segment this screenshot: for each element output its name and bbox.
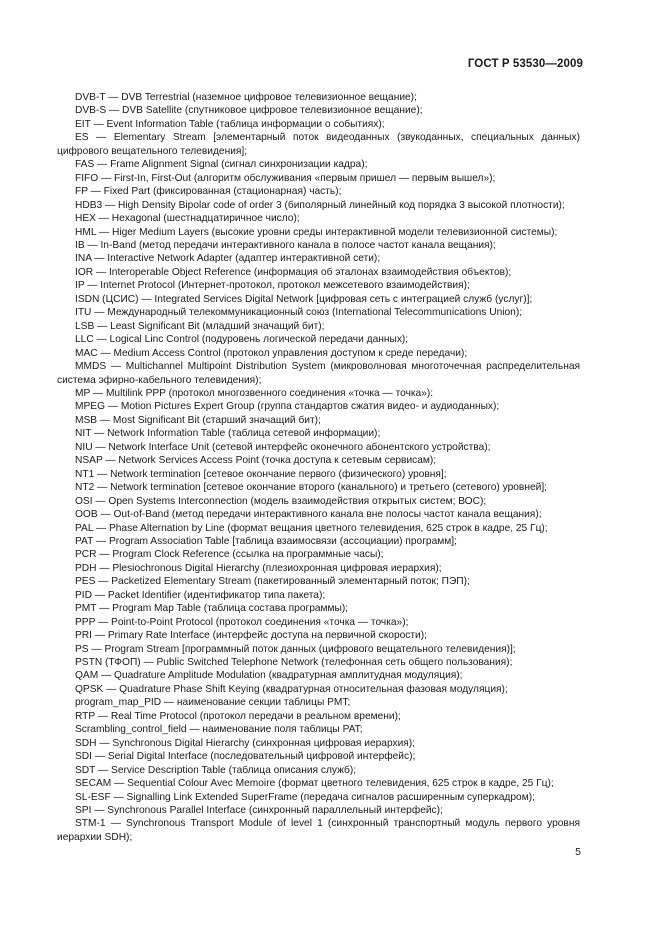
abbreviation-entry: DVB-S — DVB Satellite (спутниковое цифровое телевизионное вещание); xyxy=(75,105,423,117)
abbreviation-entry: SL-ESF — Signalling Link Extended SuperFrame (передача сигналов расширенным суперкадром); xyxy=(75,791,535,803)
abbreviation-entry: program_map_PID — наименование секции таблицы PMT; xyxy=(75,697,351,709)
abbreviation-entry: HDB3 — High Density Bipolar code of order 3 (биполярный линейный код порядка 3 высокой плотности); xyxy=(75,199,565,211)
abbreviations-list xyxy=(57,91,580,844)
abbreviation-entry: PRI — Primary Rate Interface (интерфейс доступа на первичной скорости); xyxy=(75,630,427,642)
abbreviation-entry: OSI — Open Systems Interconnection (модель взаимодействия открытых систем; ВОС); xyxy=(75,495,487,507)
abbreviation-entry: MAC — Medium Access Control (протокол управления доступом к среде передачи); xyxy=(75,347,468,359)
abbreviation-entry: HEX — Hexagonal (шестнадцатиричное число); xyxy=(75,213,300,225)
abbreviation-entry: SDT — Service Description Table (таблица описания служб); xyxy=(75,764,357,776)
abbreviation-entry: MSB — Most Significant Bit (старший значащий бит); xyxy=(75,414,321,426)
abbreviation-entry: PPP — Point-to-Point Protocol (протокол соединения «точка — точка»); xyxy=(75,616,409,628)
abbreviation-entry: NT2 — Network termination [сетевое окончание второго (канального) и третьего (сетевого) уровней]; xyxy=(75,482,547,494)
abbreviation-entry: MPEG — Motion Pictures Expert Group (группа стандартов сжатия видео- и аудиоданных); xyxy=(75,401,500,413)
document-code: ГОСТ Р 53530—2009 xyxy=(467,58,583,70)
abbreviation-entry: SDH — Synchronous Digital Hierarchy (синхронная цифровая иерархия); xyxy=(75,737,416,749)
abbreviation-entry: FIFO — First-In, First-Out (алгоритм обслуживания «первым пришел — первым вышел»); xyxy=(75,172,496,184)
abbreviation-entry: SDI — Serial Digital Interface (последовательный цифровой интерфейс); xyxy=(75,751,416,763)
abbreviation-entry: PS — Program Stream [программный поток данных (цифрового вещательного телевидения)]; xyxy=(75,643,516,655)
abbreviation-entry: FP — Fixed Part (фиксированная (стационарная) часть); xyxy=(75,186,342,198)
abbreviation-entry: IP — Internet Protocol (Интернет-протокол, протокол межсетевого взаимодействия); xyxy=(75,280,470,292)
abbreviation-entry: DVB-T — DVB Terrestrial (наземное цифровое телевизионное вещание); xyxy=(75,92,417,103)
abbreviation-entry: QPSK — Quadrature Phase Shift Keying (квадратурная относительная фазовая модуляция); xyxy=(75,683,508,695)
abbreviation-entry: IB — In-Band (метод передачи интерактивного канала в полосе частот канала вещания); xyxy=(75,239,496,251)
abbreviation-entry: FAS — Frame Alignment Signal (сигнал синхронизации кадра); xyxy=(75,159,368,171)
abbreviation-entry: NIT — Network Information Table (таблица сетевой информации); xyxy=(75,428,381,440)
abbreviation-entry: SECAM — Sequential Colour Avec Memoire (формат цветного телевидения, 625 строк в кадре, 25 Гц); xyxy=(75,778,554,790)
abbreviation-entry: PAT — Program Association Table [таблица взаимосвязи (ассоциации) программ]; xyxy=(75,535,457,547)
abbreviation-entry: NSAP — Network Services Access Point (точка доступа к сетевым сервисам); xyxy=(75,455,437,467)
abbreviation-entry: STM-1 — Synchronous Transport Module of level 1 (синхронный транспортный модуль первого уровня иерархии SDH); xyxy=(57,818,580,843)
abbreviation-entry: HML — Higer Medium Layers (высокие уровни среды интерактивной модели телевизионной системы); xyxy=(75,226,558,238)
abbreviation-entry: PMT — Program Map Table (таблица состава программы); xyxy=(75,603,349,615)
abbreviation-entry: NT1 — Network termination [сетевое окончание первого (физического) уровня]; xyxy=(75,468,447,480)
abbreviation-entry: LLC — Logical Linc Control (подуровень логической передачи данных); xyxy=(75,334,409,346)
abbreviation-entry: SPI — Synchronous Parallel Interface (синхронный параллельный интерфейс); xyxy=(75,805,443,817)
abbreviation-entry: INA — Interactive Network Adapter (адаптер интерактивной сети); xyxy=(75,253,381,265)
abbreviation-entry: RTP — Real Time Protocol (протокол передачи в реальном времени); xyxy=(75,710,401,722)
abbreviation-entry: MP — Multilink PPP (протокол многозвенного соединения «точка — точка»): xyxy=(75,387,434,399)
abbreviation-entry: NIU — Network Interface Unit (сетевой интерфейс оконечного абонентского устройства); xyxy=(75,441,491,453)
abbreviation-entry: PDH — Plesiochronous Digital Hierarchy (плезиохронная цифровая иерархия); xyxy=(75,562,442,574)
abbreviation-entry: PID — Packet Identifier (идентификатор типа пакета); xyxy=(75,589,326,601)
abbreviation-entry: ISDN (ЦСИС) — Integrated Services Digital Network [цифровая сеть с интеграцией служб (услуг)]; xyxy=(75,293,533,305)
page-number: 5 xyxy=(575,846,581,858)
abbreviation-entry: PES — Packetized Elementary Stream (пакетированный элементарный поток; ПЭП); xyxy=(75,576,470,588)
abbreviation-entry: ES — Elementary Stream [элементарный поток видеоданных (звукоданных, специальных данных) цифрового вещательного телевидения]; xyxy=(57,132,580,157)
abbreviation-entry: LSB — Least Significant Bit (младший значащий бит); xyxy=(75,320,325,332)
abbreviation-entry: PCR — Program Clock Reference (ссылка на программные часы); xyxy=(75,549,384,561)
abbreviation-entry: IOR — Interoperable Object Reference (информация об эталонах взаимодействия объектов); xyxy=(75,266,512,278)
abbreviation-entry: MMDS — Multichannel Multipoint Distribution System (микроволновая многоточечная распределительная система эфирно-кабельного телевидения); xyxy=(57,361,580,386)
abbreviation-entry: Scrambling_control_field — наименование поля таблицы PAT; xyxy=(75,724,363,736)
abbreviation-entry: QAM — Quadrature Amplitude Modulation (квадратурная амплитудная модуляция); xyxy=(75,670,463,682)
abbreviation-entry: EIT — Event Information Table (таблица информации о событиях); xyxy=(75,118,385,130)
abbreviation-entry: PAL — Phase Alternation by Line (формат вещания цветного телевидения, 625 строк в кадре, 25 Гц); xyxy=(75,522,548,534)
abbreviation-entry: ITU — Международный телекоммуникационный союз (International Telecommunications Union); xyxy=(75,307,523,319)
abbreviation-entry: PSTN (ТФОП) — Public Switched Telephone Network (телефонная сеть общего пользования); xyxy=(75,657,513,669)
abbreviation-entry: OOB — Out-of-Band (метод передачи интерактивного канала вне полосы частот канала вещания); xyxy=(75,509,542,521)
